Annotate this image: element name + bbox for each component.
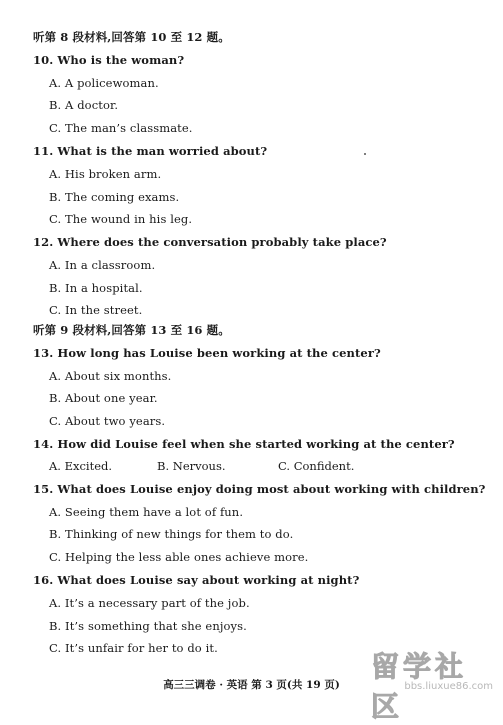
- option-10-b: B. A doctor.: [49, 98, 119, 112]
- question-14: 14. How did Louise feel when she started working at the center?: [33, 437, 455, 451]
- watermark-url: bbs.liuxue86.com: [404, 681, 493, 692]
- section-9-instruction: 听第 9 段材料,回答第 13 至 16 题。: [33, 323, 230, 337]
- option-15-c: C. Helping the less able ones achieve more.: [49, 550, 309, 564]
- option-13-a: A. About six months.: [49, 369, 172, 383]
- option-14-b: B. Nervous.: [157, 459, 226, 473]
- option-10-a: A. A policewoman.: [49, 76, 159, 90]
- site-watermark: [371, 645, 497, 723]
- question-16: 16. What does Louise say about working at night?: [33, 573, 360, 587]
- watermark-brand: 留学社区: [371, 650, 468, 723]
- question-15: 15. What does Louise enjoy doing most about working with children?: [33, 482, 486, 496]
- option-14-c: C. Confident.: [278, 459, 355, 473]
- option-11-c: C. The wound in his leg.: [49, 212, 193, 226]
- option-10-c: C. The man’s classmate.: [49, 121, 193, 135]
- option-11-b: B. The coming exams.: [49, 190, 180, 204]
- question-13: 13. How long has Louise been working at the center?: [33, 346, 381, 360]
- scan-speck: [364, 153, 366, 155]
- option-16-b: B. It’s something that she enjoys.: [49, 619, 247, 633]
- option-16-c: C. It’s unfair for her to do it.: [49, 641, 218, 655]
- option-14-a: A. Excited.: [49, 459, 113, 473]
- option-15-b: B. Thinking of new things for them to do.: [49, 527, 294, 541]
- option-12-c: C. In the street.: [49, 303, 143, 317]
- option-13-c: C. About two years.: [49, 414, 166, 428]
- question-11: 11. What is the man worried about?: [33, 144, 268, 158]
- question-12: 12. Where does the conversation probably take place?: [33, 235, 387, 249]
- option-12-a: A. In a classroom.: [49, 258, 156, 272]
- page-footer: 高三三调卷 · 英语 第 3 页(共 19 页): [163, 679, 340, 691]
- option-11-a: A. His broken arm.: [49, 167, 162, 181]
- section-8-instruction: 听第 8 段材料,回答第 10 至 12 题。: [33, 30, 230, 44]
- question-10: 10. Who is the woman?: [33, 53, 185, 67]
- option-12-b: B. In a hospital.: [49, 281, 143, 295]
- option-15-a: A. Seeing them have a lot of fun.: [49, 505, 244, 519]
- option-16-a: A. It’s a necessary part of the job.: [49, 596, 250, 610]
- option-13-b: B. About one year.: [49, 391, 158, 405]
